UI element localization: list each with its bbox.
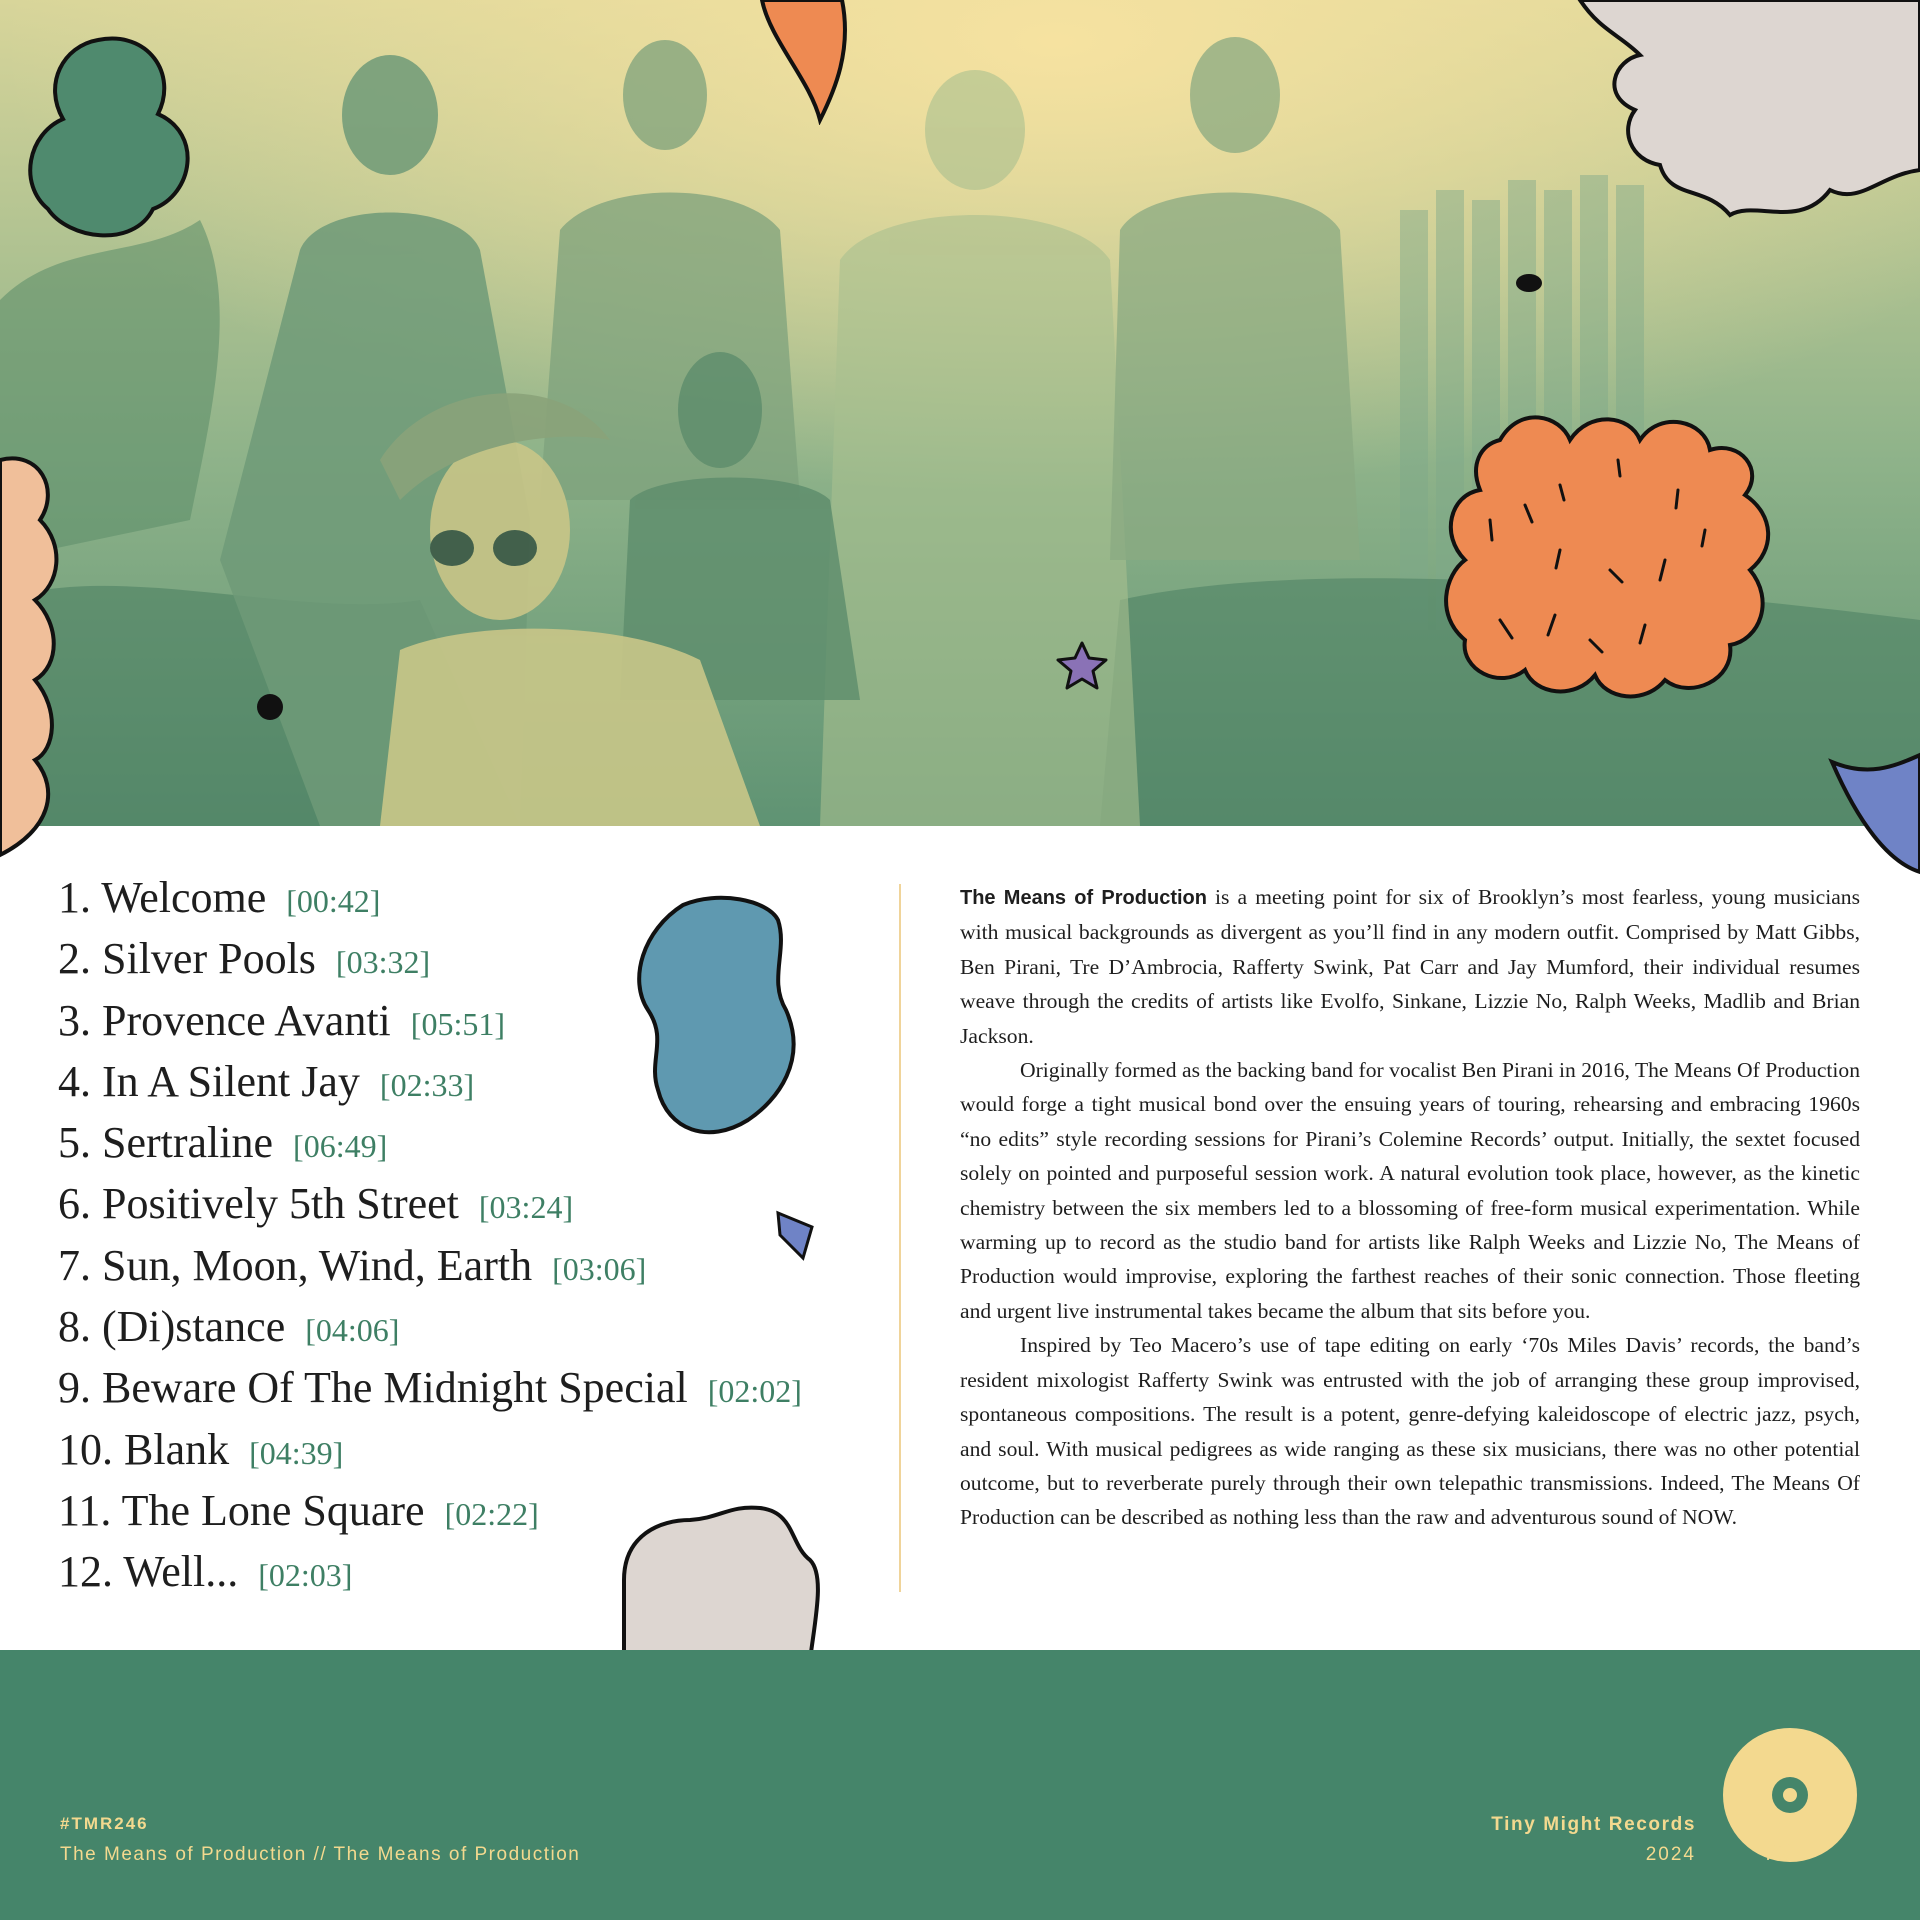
column-divider <box>899 884 901 1592</box>
track-row <box>58 1301 838 1362</box>
track-title: 2. Silver Pools <box>58 934 316 984</box>
orange-splat-decoration <box>1440 400 1790 720</box>
catalog-number: #TMR246 <box>60 1814 149 1833</box>
track-duration: [00:42] <box>286 883 381 919</box>
orange-flame-decoration <box>760 0 860 125</box>
release-title: The Means of Production // The Means of Production <box>60 1844 581 1865</box>
track-duration: [02:33] <box>379 1066 475 1103</box>
track-row <box>58 1546 838 1607</box>
track-title: 4. In A Silent Jay <box>58 1056 360 1106</box>
bio-paragraph-2: Originally formed as the backing band for vocalist Ben Pirani in 2016, The Means Of Production would forge a tight musical bond over the ensuing years of touring, rehearsing and embracing 1960s “no edits” style recording sessions for Pirani’s Colemine Records’ output. Initially, the sextet focused solely on pointed and purposeful session work. A natural evolution took place, however, as the kinetic chemistry between the six members led to a blossoming of free-form musical experimentation. While warming up to record as the studio band for artists like Ralph Weeks and Lizzie No, The Means of Production would improvise, exploring the farthest reaches of their sonic connection. Those fleeting and urgent live instrumental takes became the album that sits before you. <box>960 1058 1860 1323</box>
track-duration: [02:03] <box>258 1557 353 1594</box>
track-title: 7. Sun, Moon, Wind, Earth <box>58 1240 533 1290</box>
label-name: Tiny Might Records <box>1491 1814 1696 1835</box>
label-info <box>1491 1814 1696 1866</box>
track-title: 1. Welcome <box>58 873 267 922</box>
track-title: 12. Well... <box>58 1547 239 1597</box>
track-row <box>58 872 838 933</box>
track-title: 5. Sertraline <box>58 1118 274 1168</box>
track-duration: [06:49] <box>293 1128 388 1165</box>
peach-scallop-decoration <box>0 450 60 860</box>
bio-paragraph-1-text: is a meeting point for six of Brooklyn’s most fearless, young musicians with musical backgrounds as divergent as you’ll find in any modern outfit. Comprised by Matt Gibbs, Ben Pirani, Tre D’Ambrocia, Rafferty Swink, Pat Carr and Jay Mumford, their individual resumes weave through the credits of artists like Evolfo, Sinkane, Lizzie No, Ralph Weeks, Madlib and Brian Jackson. <box>960 885 1860 1048</box>
track-title: 3. Provence Avanti <box>58 995 391 1045</box>
track-title: 9. Beware Of The Midnight Special <box>58 1363 688 1413</box>
purple-star-decoration <box>1055 640 1109 692</box>
black-dot-decoration <box>1515 272 1543 294</box>
track-duration: [03:32] <box>335 944 431 981</box>
periwinkle-wedge-decoration <box>1828 752 1920 874</box>
bio-paragraph-3: Inspired by Teo Macero’s use of tape editing on early ‘70s Miles Davis’ records, the band’s resident mixologist Rafferty Swink was entrusted with the job of arranging these group improvised, spontaneous compositions. The result is a potent, genre-defying kaleidoscope of electric jazz, psych, and soul. With musical pedigrees as wide ranging as these six musicians, there was no other potential outcome, but to reverberate purely through their own telepathic transmissions. Indeed, The Means Of Production can be described as nothing less than the raw and adventurous sound of NOW. <box>960 1333 1860 1530</box>
bio-band-name: The Means of Production <box>960 887 1207 909</box>
track-row <box>58 1178 838 1239</box>
track-row <box>58 1117 838 1178</box>
release-info <box>60 1814 580 1866</box>
black-dot-decoration <box>255 692 285 722</box>
track-row <box>58 1362 838 1423</box>
track-row <box>58 1424 838 1485</box>
track-row <box>58 1056 838 1117</box>
track-title: 6. Positively 5th Street <box>58 1179 459 1229</box>
track-row <box>58 995 838 1056</box>
vinyl-record-logo-icon <box>1722 1727 1862 1877</box>
teal-blob-decoration <box>28 34 198 244</box>
track-duration: [04:06] <box>305 1312 400 1349</box>
footer-band <box>0 1650 1920 1920</box>
band-bio <box>960 880 1860 1535</box>
release-year: 2024 <box>1645 1844 1696 1865</box>
bio-paragraph-1 <box>960 880 1860 1053</box>
track-row <box>58 1240 838 1301</box>
tracklist <box>58 872 838 1608</box>
track-duration: [04:39] <box>249 1434 344 1471</box>
track-title: 10. Blank <box>58 1424 230 1474</box>
track-duration: [05:51] <box>410 1005 505 1042</box>
track-title: 8. (Di)stance <box>58 1302 286 1352</box>
track-title: 11. The Lone Square <box>58 1485 425 1535</box>
track-duration: [03:24] <box>478 1189 574 1226</box>
track-row <box>58 933 838 994</box>
track-duration: [02:02] <box>707 1373 802 1410</box>
track-duration: [02:22] <box>444 1495 539 1532</box>
track-row <box>58 1485 838 1546</box>
track-duration: [03:06] <box>552 1250 647 1287</box>
grey-cloud-decoration <box>1560 0 1920 240</box>
